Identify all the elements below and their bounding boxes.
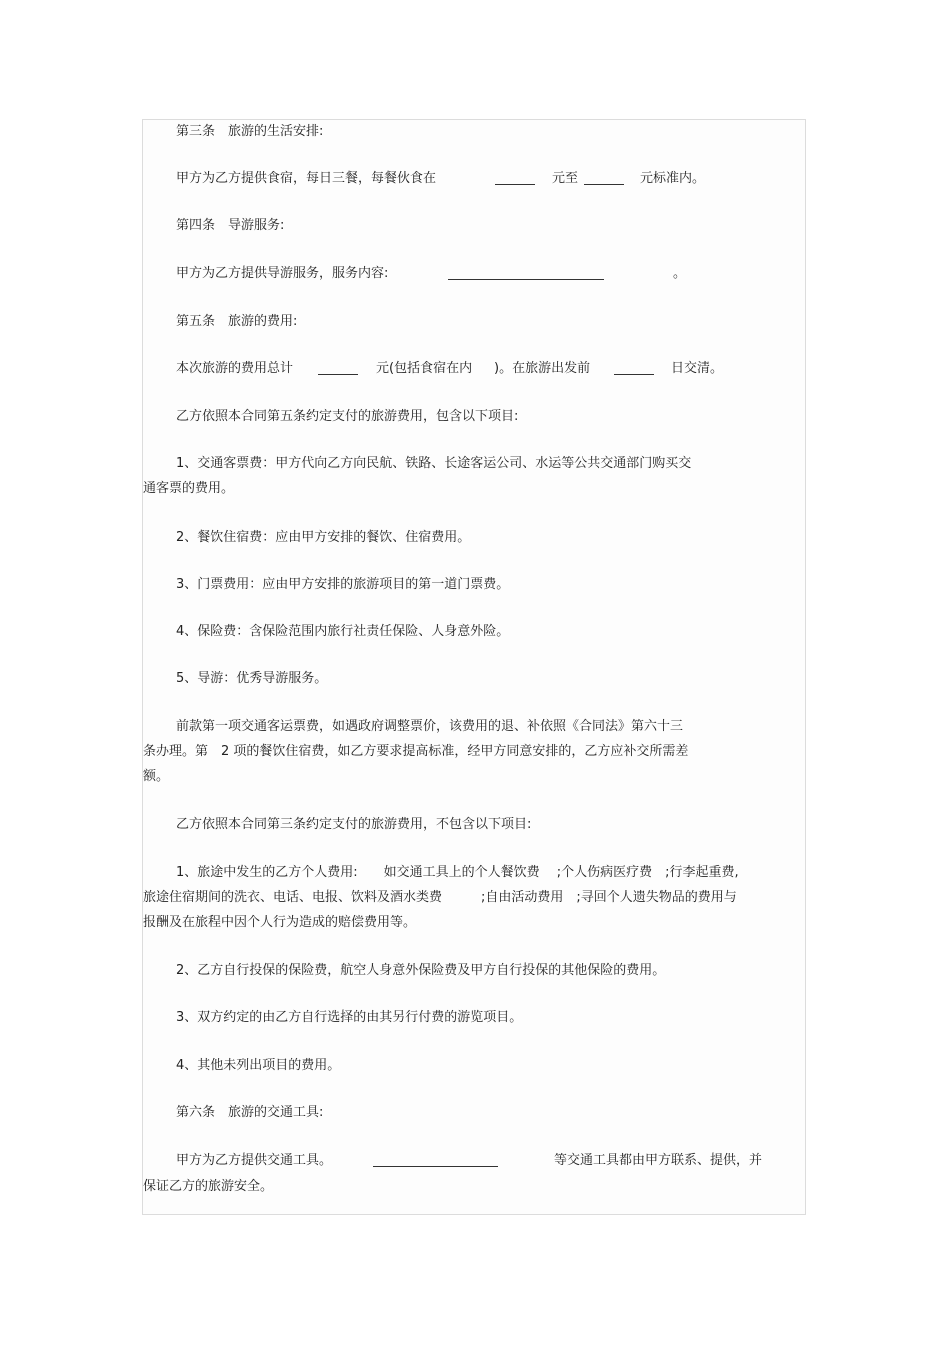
total-fee-blank xyxy=(318,362,358,375)
included-item-5: 5、导游：优秀导游服务。 xyxy=(176,671,328,686)
article-5-title: 第五条 旅游的费用: xyxy=(176,314,298,329)
excluded-item-2: 2、乙方自行投保的保险费，航空人身意外保险费及甲方自行投保的其他保险的费用。 xyxy=(176,963,666,978)
article-4-text-a: 甲方为乙方提供导游服务，服务内容: xyxy=(176,266,389,281)
transport-blank xyxy=(373,1154,498,1167)
excluded-item-1-line-3: 报酬及在旅程中因个人行为造成的赔偿费用等。 xyxy=(143,915,417,930)
included-item-2: 2、餐饮住宿费：应由甲方安排的餐饮、住宿费用。 xyxy=(176,530,471,545)
excluded-item-3: 3、双方约定的由乙方自行选择的由其另行付费的游览项目。 xyxy=(176,1010,523,1025)
article-5-text-a: 本次旅游的费用总计 xyxy=(176,361,294,376)
included-item-4: 4、保险费：含保险范围内旅行社责任保险、人身意外险。 xyxy=(176,624,510,639)
included-item-1-line-1: 1、交通客票费：甲方代向乙方向民航、铁路、长途客运公司、水运等公共交通部门购买交 xyxy=(176,456,692,471)
note-line-2: 条办理。第 2 项的餐饮住宿费，如乙方要求提高标准，经甲方同意安排的，乙方应补交所需差 xyxy=(143,744,689,759)
excluded-item-1-line-2: 旅途住宿期间的洗衣、电话、电报、饮料及酒水类费 ;自由活动费用 ;寻回个人遗失物品的费用与 xyxy=(143,890,737,905)
meal-min-blank xyxy=(495,172,535,185)
article-3-title: 第三条 旅游的生活安排: xyxy=(176,124,324,139)
article-3-text-b: 元至 xyxy=(552,171,579,186)
article-4-text-end: 。 xyxy=(673,266,687,281)
article-3-text-c: 元标准内。 xyxy=(640,171,706,186)
article-5-text-b: 元(包括食宿在内 xyxy=(376,361,473,376)
note-line-1: 前款第一项交通客运票费，如遇政府调整票价，该费用的退、补依照《合同法》第六十三 xyxy=(176,719,684,734)
payment-days-blank xyxy=(614,362,654,375)
included-item-3: 3、门票费用：应由甲方安排的旅游项目的第一道门票费。 xyxy=(176,577,510,592)
note-line-3: 额。 xyxy=(143,769,170,784)
meal-max-blank xyxy=(584,172,624,185)
article-6-text-b: 等交通工具都由甲方联系、提供，并 xyxy=(554,1153,763,1168)
included-intro: 乙方依照本合同第五条约定支付的旅游费用，包含以下项目: xyxy=(176,409,519,424)
excluded-intro: 乙方依照本合同第三条约定支付的旅游费用，不包含以下项目: xyxy=(176,817,532,832)
article-4-title: 第四条 导游服务: xyxy=(176,218,285,233)
document-page xyxy=(142,119,806,1215)
excluded-item-4: 4、其他未列出项目的费用。 xyxy=(176,1058,341,1073)
article-5-text-c: )。在旅游出发前 xyxy=(494,361,591,376)
service-content-blank xyxy=(448,267,604,280)
excluded-item-1-line-1: 1、旅途中发生的乙方个人费用: 如交通工具上的个人餐饮费 ;个人伤病医疗费 ;行李起重费, xyxy=(176,865,739,880)
article-6-title: 第六条 旅游的交通工具: xyxy=(176,1105,324,1120)
article-5-text-d: 日交清。 xyxy=(671,361,724,376)
article-6-text-line-2: 保证乙方的旅游安全。 xyxy=(143,1179,274,1194)
included-item-1-line-2: 通客票的费用。 xyxy=(143,481,235,496)
article-3-text-a: 甲方为乙方提供食宿，每日三餐，每餐伙食在 xyxy=(176,171,437,186)
article-6-text-a: 甲方为乙方提供交通工具。 xyxy=(176,1153,333,1168)
